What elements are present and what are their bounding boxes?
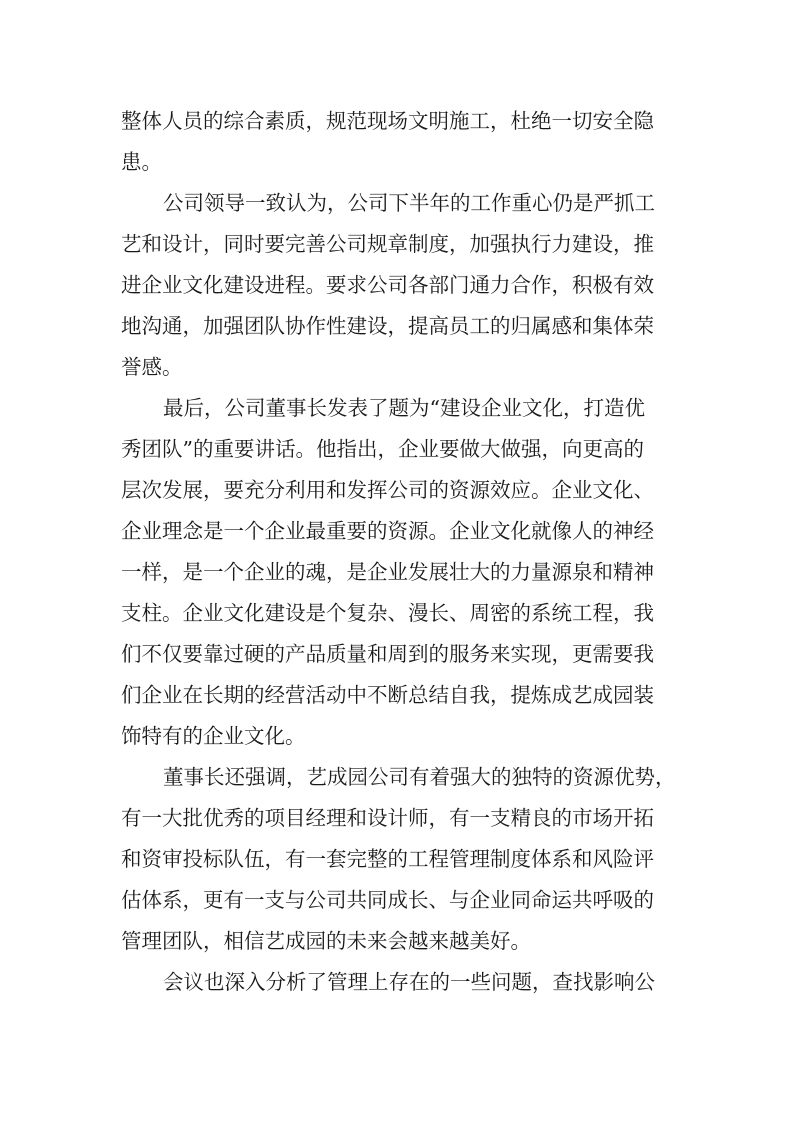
text-line: 估体系，更有一支与公司共同成长、与企业同命运共呼吸的 <box>121 888 654 912</box>
text-line: 董事长还强调，艺成园公司有着强大的独特的资源优势， <box>163 765 676 789</box>
text-line: 有一大批优秀的项目经理和设计师，有一支精良的市场开拓 <box>121 806 654 830</box>
text-line: 誉感。 <box>121 355 183 379</box>
text-line: 层次发展，要充分利用和发挥公司的资源效应。企业文化、 <box>121 478 654 502</box>
text-line: 支柱。企业文化建设是个复杂、漫长、周密的系统工程，我 <box>121 601 654 625</box>
text-line: 秀团队”的重要讲话。他指出，企业要做大做强，向更高的 <box>121 437 644 461</box>
text-line: 们不仅要靠过硬的产品质量和周到的服务来实现，更需要我 <box>121 642 654 666</box>
text-line: 公司领导一致认为，公司下半年的工作重心仍是严抓工 <box>163 191 655 215</box>
text-line: 进企业文化建设进程。要求公司各部门通力合作，积极有效 <box>121 273 654 297</box>
text-line: 整体人员的综合素质，规范现场文明施工，杜绝一切安全隐 <box>121 109 654 133</box>
text-line: 们企业在长期的经营活动中不断总结自我，提炼成艺成园装 <box>121 683 654 707</box>
text-line: 会议也深入分析了管理上存在的一些问题，查找影响公 <box>163 970 655 994</box>
text-line: 患。 <box>121 150 162 174</box>
text-line: 管理团队，相信艺成园的未来会越来越美好。 <box>121 929 531 953</box>
body-text <box>121 101 681 1003</box>
text-line: 企业理念是一个企业最重要的资源。企业文化就像人的神经 <box>121 519 654 543</box>
text-line: 最后，公司董事长发表了题为“建设企业文化，打造优 <box>163 396 645 420</box>
text-line: 和资审投标队伍，有一套完整的工程管理制度体系和风险评 <box>121 847 654 871</box>
text-line: 一样，是一个企业的魂，是企业发展壮大的力量源泉和精神 <box>121 560 654 584</box>
text-line: 饰特有的企业文化。 <box>121 724 306 748</box>
text-line: 地沟通，加强团队协作性建设，提高员工的归属感和集体荣 <box>121 314 654 338</box>
text-line: 艺和设计，同时要完善公司规章制度，加强执行力建设，推 <box>121 232 654 256</box>
